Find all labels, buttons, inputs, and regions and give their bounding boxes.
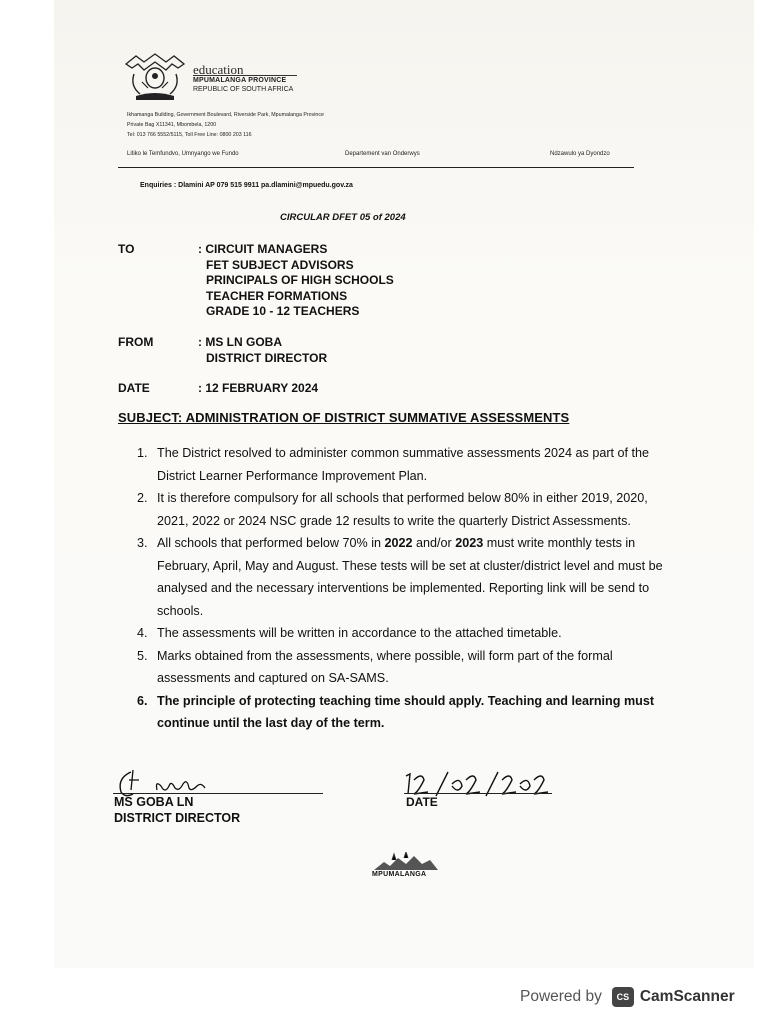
enquiries-value: Dlamini AP 079 515 9911 pa.dlamini@mpuedu.gov.za bbox=[178, 182, 353, 189]
department-name-afrikaans: Departement van Onderwys bbox=[345, 151, 420, 157]
recipient-line: FET SUBJECT ADVISORS bbox=[206, 257, 354, 272]
circular-items bbox=[137, 442, 677, 735]
from-label: FROM bbox=[118, 335, 154, 349]
signature-scribble bbox=[113, 760, 233, 800]
item-number: 6. bbox=[137, 693, 148, 708]
item-text: The principle of protecting teaching time should apply. Teaching and learning must continue until the last day of the term. bbox=[157, 693, 655, 730]
item-number: 4. bbox=[137, 626, 148, 640]
recipient-line: TEACHER FORMATIONS bbox=[206, 288, 348, 303]
list-item bbox=[137, 645, 677, 690]
to-recipients bbox=[198, 242, 394, 320]
item-number: 1. bbox=[137, 446, 148, 460]
coat-of-arms-icon bbox=[122, 52, 188, 102]
item-text bbox=[157, 532, 677, 622]
recipient-line: GRADE 10 - 12 TEACHERS bbox=[206, 304, 360, 318]
item-number: 2. bbox=[137, 491, 148, 505]
signatory-name: MS GOBA LN bbox=[114, 795, 194, 809]
recipient-line: : CIRCUIT MANAGERS bbox=[198, 242, 328, 256]
header-divider bbox=[118, 167, 634, 168]
date-line bbox=[404, 793, 552, 794]
mpumalanga-logo-icon bbox=[370, 852, 442, 886]
republic-name: REPUBLIC OF SOUTH AFRICA bbox=[193, 86, 294, 93]
list-item bbox=[137, 690, 677, 735]
item-text-bold: 2023 bbox=[455, 536, 484, 550]
item-text: Marks obtained from the assessments, where possible, will form part of the formal assessments and captured on SA-SAMS. bbox=[157, 648, 613, 685]
camscanner-brand: CamScanner bbox=[639, 988, 735, 1005]
item-text-bold: 2022 bbox=[384, 536, 413, 550]
item-text: The District resolved to administer common summative assessments 2024 as part of the District Learner Performance Improvement Plan. bbox=[157, 446, 650, 483]
to-label: TO bbox=[118, 242, 135, 256]
mpumalanga-logo-text: MPUMALANGA bbox=[372, 871, 427, 878]
camscanner-logo-icon: CS bbox=[612, 987, 634, 1007]
item-text-part: All schools that performed below 70% in bbox=[157, 536, 385, 550]
recipient-line: PRINCIPALS OF HIGH SCHOOLS bbox=[206, 273, 394, 287]
camscanner-watermark bbox=[520, 987, 735, 1007]
enquiries-label: Enquiries : bbox=[140, 182, 177, 189]
item-text-part: must write monthly tests in February, April, May and August. These tests will be set at cluster/district level and must be analysed and the necessary interventions be implemented. Reporting link will be send to schools. bbox=[157, 536, 663, 618]
date-label: DATE bbox=[118, 381, 150, 395]
department-name-xitsonga: Ndzawulo ya Dyondzo bbox=[550, 151, 610, 157]
item-text: The assessments will be written in accordance to the attached timetable. bbox=[157, 626, 562, 640]
sender-name: : MS LN GOBA bbox=[198, 335, 282, 349]
department-name: education bbox=[193, 62, 244, 77]
signatory-title: DISTRICT DIRECTOR bbox=[114, 811, 241, 825]
list-item bbox=[137, 442, 677, 487]
letterhead-underline bbox=[193, 75, 297, 76]
signature-date-label: DATE bbox=[406, 795, 438, 809]
item-text-part: and/or bbox=[412, 536, 456, 550]
circular-number: CIRCULAR DFET 05 of 2024 bbox=[280, 212, 406, 223]
list-item bbox=[137, 532, 677, 622]
department-name-siswati: Litiko le Temfundvo, Umnyango we Fundo bbox=[127, 151, 239, 157]
from-sender bbox=[198, 335, 327, 366]
subject-line: SUBJECT: ADMINISTRATION OF DISTRICT SUMMATIVE ASSESSMENTS bbox=[118, 410, 570, 425]
powered-by-text: Powered by bbox=[520, 988, 602, 1005]
province-name: MPUMALANGA PROVINCE bbox=[193, 77, 287, 84]
sender-title: DISTRICT DIRECTOR bbox=[206, 350, 328, 365]
item-text: It is therefore compulsory for all schools that performed below 80% in either 2019, 2020, 2021, 2022 or 2024 NSC grade 12 results to write the quarterly District Assessments. bbox=[157, 491, 648, 528]
item-number: 5. bbox=[137, 648, 148, 663]
item-number: 3. bbox=[137, 536, 148, 550]
list-item bbox=[137, 487, 677, 532]
address-line: Tel: 013 766 5552/5115, Toll Free Line: 0800 203 116 bbox=[127, 132, 252, 138]
address-line: Ikhamanga Building, Government Boulevard, Riverside Park, Mpumalanga Province bbox=[127, 112, 324, 118]
list-item bbox=[137, 622, 677, 645]
address-line: Private Bag X11341, Mbombela, 1200 bbox=[127, 122, 217, 128]
signature-line bbox=[113, 793, 323, 794]
date-value: : 12 FEBRUARY 2024 bbox=[198, 381, 319, 395]
enquiries bbox=[140, 182, 353, 189]
